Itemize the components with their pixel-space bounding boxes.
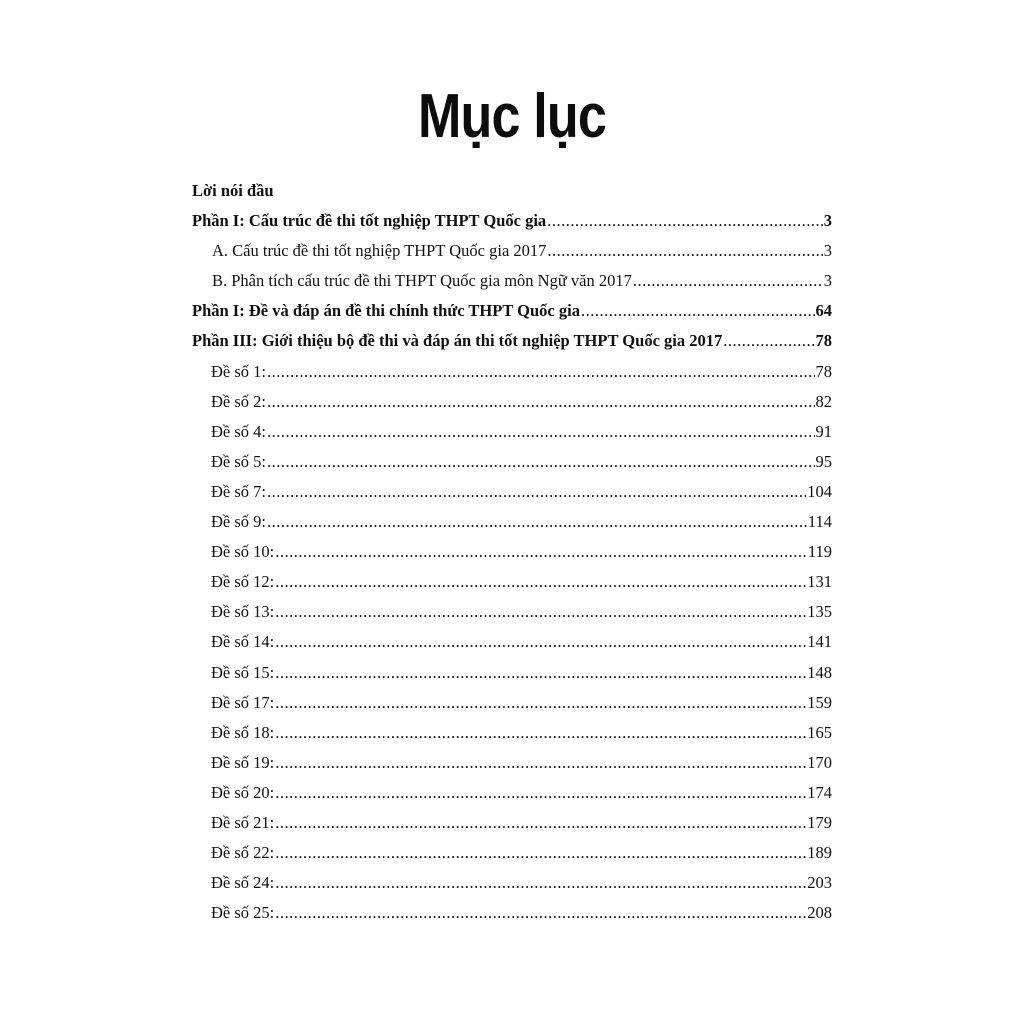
dot-leader — [723, 326, 814, 356]
toc-entry-page-number: 3 — [823, 241, 832, 261]
toc-entry-page-number: 148 — [807, 662, 832, 682]
toc-entry-label: Phần III: Giới thiệu bộ đề thi và đáp án thi tốt nghiệp THPT Quốc gia 2017 — [192, 331, 723, 351]
toc-entry — [192, 838, 832, 868]
toc-entry-label: Đề số 19: — [211, 752, 275, 772]
toc-entry-label: Đề số 18: — [211, 722, 275, 742]
toc-entry-label: Đề số 21: — [211, 812, 275, 832]
dot-leader — [267, 357, 815, 387]
toc-entry-page-number: 3 — [823, 211, 832, 231]
toc-entry — [192, 206, 832, 236]
dot-leader — [275, 627, 806, 657]
toc-entry-label: Đề số 9: — [211, 512, 266, 532]
toc-entry-label: Đề số 4: — [211, 421, 266, 441]
toc-entry-page-number: 104 — [807, 481, 832, 501]
toc-entry-page-number: 78 — [815, 361, 832, 381]
dot-leader — [275, 778, 806, 808]
toc-entry — [192, 477, 832, 507]
toc-entry — [192, 387, 832, 417]
toc-entry-page-number: 170 — [807, 752, 832, 772]
toc-entry-page-number: 174 — [807, 782, 832, 802]
dot-leader — [267, 387, 815, 417]
toc-entry — [192, 326, 832, 356]
toc-entry-label: Đề số 25: — [211, 903, 275, 923]
dot-leader — [275, 868, 806, 898]
toc-entry-page-number: 91 — [815, 421, 832, 441]
dot-leader — [267, 507, 807, 537]
dot-leader — [275, 688, 806, 718]
toc-entry-page-number: 135 — [807, 602, 832, 622]
toc-entry-label: Đề số 5: — [211, 451, 266, 471]
toc-entry-label: Đề số 1: — [211, 361, 266, 381]
dot-leader — [267, 417, 815, 447]
toc-entry-label: Phần I: Đề và đáp án đề thi chính thức THPT Quốc gia — [192, 301, 580, 321]
toc-entry-label: Phần I: Cấu trúc đề thi tốt nghiệp THPT Quốc gia — [192, 211, 547, 231]
toc-entry-page-number: 82 — [815, 391, 832, 411]
toc-entry — [192, 778, 832, 808]
toc-entry — [192, 868, 832, 898]
dot-leader — [547, 236, 822, 266]
dot-leader — [275, 808, 806, 838]
toc-entry-page-number: 159 — [807, 692, 832, 712]
dot-leader — [275, 898, 806, 928]
toc-entry-page-number: 3 — [823, 271, 832, 291]
toc-entry — [192, 447, 832, 477]
toc-entry — [192, 718, 832, 748]
dot-leader — [275, 748, 806, 778]
toc-entry-label: Đề số 22: — [211, 843, 275, 863]
dot-leader — [547, 206, 823, 236]
toc-entry-label: Đề số 17: — [211, 692, 275, 712]
toc-entry-label: Đề số 14: — [211, 632, 275, 652]
toc-entry — [192, 658, 832, 688]
toc-entry — [192, 898, 832, 928]
toc-entry — [192, 507, 832, 537]
toc-entry — [192, 357, 832, 387]
toc-entry-page-number: 203 — [807, 873, 832, 893]
toc-entry — [192, 748, 832, 778]
toc-entry-label: Đề số 7: — [211, 481, 266, 501]
toc-entry-label: A. Cấu trúc đề thi tốt nghiệp THPT Quốc gia 2017 — [212, 241, 547, 261]
toc-entry — [192, 176, 832, 206]
dot-leader — [633, 266, 823, 296]
toc-entry-page-number: 131 — [807, 572, 832, 592]
toc-entry-page-number: 208 — [807, 903, 832, 923]
toc-entry — [192, 597, 832, 627]
page-title: Mục lục — [417, 82, 607, 151]
dot-leader — [581, 296, 815, 326]
toc-entry-page-number: 179 — [807, 812, 832, 832]
dot-leader — [267, 477, 806, 507]
toc-entry-page-number: 165 — [807, 722, 832, 742]
toc-entry-label: Đề số 24: — [211, 873, 275, 893]
toc-entry — [192, 627, 832, 657]
toc-entry-label: Lời nói đầu — [192, 181, 274, 200]
toc-entry — [192, 236, 832, 266]
dot-leader — [275, 718, 806, 748]
toc-entry — [192, 567, 832, 597]
toc-entry-label: Đề số 2: — [211, 391, 266, 411]
dot-leader — [275, 567, 806, 597]
dot-leader — [275, 658, 806, 688]
toc-entry-page-number: 189 — [807, 843, 832, 863]
toc-entry-label: B. Phân tích cấu trúc đề thi THPT Quốc gia môn Ngữ văn 2017 — [212, 271, 632, 291]
toc-entry — [192, 417, 832, 447]
dot-leader — [275, 597, 806, 627]
toc-entry-label: Đề số 12: — [211, 572, 275, 592]
toc-entry-page-number: 64 — [815, 301, 832, 321]
toc-entry — [192, 808, 832, 838]
toc-entry-page-number: 78 — [815, 331, 832, 351]
toc-entry-page-number: 114 — [807, 512, 832, 532]
table-of-contents — [192, 176, 832, 928]
toc-entry-page-number: 95 — [815, 451, 832, 471]
toc-entry — [192, 296, 832, 326]
toc-entry-page-number: 119 — [807, 542, 832, 562]
toc-entry — [192, 266, 832, 296]
toc-entry-label: Đề số 15: — [211, 662, 275, 682]
dot-leader — [275, 838, 806, 868]
toc-entry-label: Đề số 10: — [211, 542, 275, 562]
dot-leader — [267, 447, 815, 477]
dot-leader — [275, 537, 807, 567]
toc-entry-label: Đề số 13: — [211, 602, 275, 622]
toc-entry — [192, 688, 832, 718]
toc-entry-label: Đề số 20: — [211, 782, 275, 802]
toc-entry-page-number: 141 — [807, 632, 832, 652]
toc-entry — [192, 537, 832, 567]
